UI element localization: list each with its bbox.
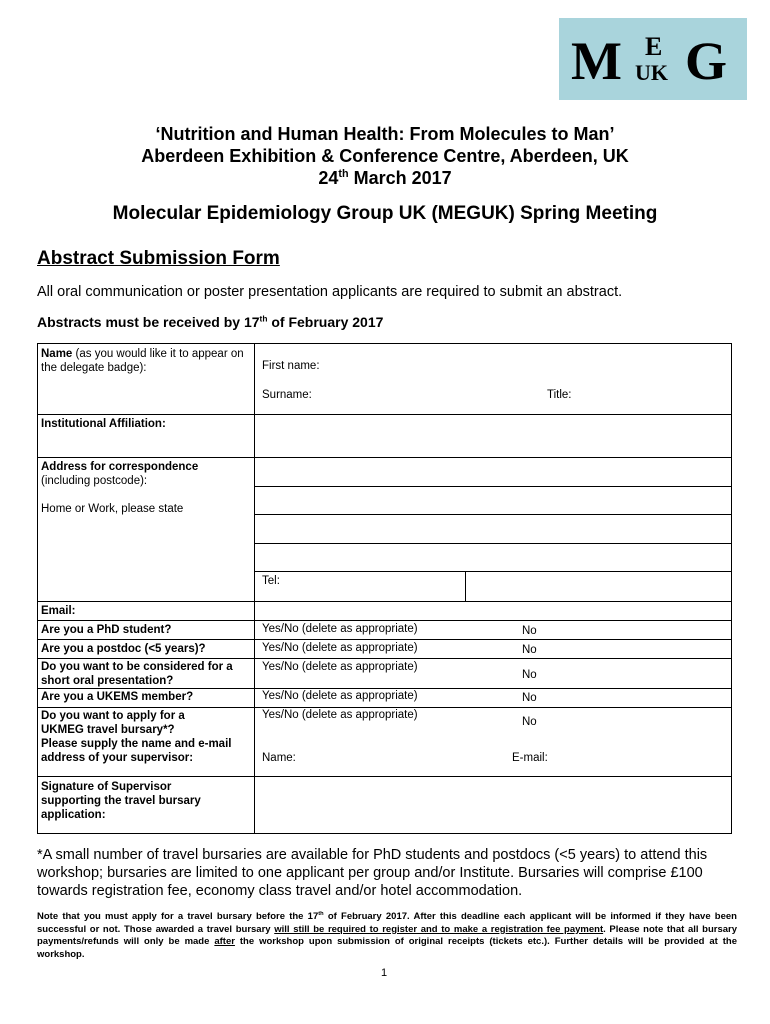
event-date: 24th March 2017 <box>318 168 452 188</box>
logo-letter-m: M <box>571 31 622 91</box>
logo-letters-uk: UK <box>635 60 668 85</box>
event-venue: Aberdeen Exhibition & Conference Centre, Aberdeen, UK <box>141 146 629 166</box>
bursary-footnote: *A small number of travel bursaries are available for PhD students and postdocs (<5 years) to attend this workshop; bursaries are limited to one applicant per group and/or Institute. Bursaries will comprise £100 towards registration fee, economy class travel and/or hotel accommodation. <box>37 847 708 899</box>
event-title: ‘Nutrition and Human Health: From Molecules to Man’ <box>155 124 615 144</box>
ukems-answer[interactable]: Yes/No (delete as appropriate) <box>262 690 418 702</box>
meguk-logo <box>559 18 747 100</box>
oral-no: No <box>522 669 537 681</box>
page-number: 1 <box>381 967 388 979</box>
logo-letter-e: E <box>645 32 663 61</box>
phd-question: Are you a PhD student? <box>41 624 172 636</box>
bursary-no: No <box>522 716 537 728</box>
intro-text: All oral communication or poster presentation applicants are required to submit an abstract. <box>37 284 623 300</box>
signature-label: Signature of Supervisor supporting the travel bursary application: <box>41 781 201 821</box>
form-title: Abstract Submission Form <box>37 248 280 269</box>
meeting-title: Molecular Epidemiology Group UK (MEGUK) Spring Meeting <box>112 203 658 224</box>
name-label: Name (as you would like it to appear on the delegate badge): <box>41 348 244 374</box>
postdoc-no: No <box>522 644 537 656</box>
bursary-question: Do you want to apply for a UKMEG travel bursary*? <box>41 710 185 736</box>
home-work-label: Home or Work, please state <box>41 503 184 515</box>
email-label: Email: <box>41 605 76 617</box>
supervisor-email-field[interactable]: E-mail: <box>512 752 548 764</box>
phd-answer[interactable]: Yes/No (delete as appropriate) <box>262 623 418 635</box>
phd-no: No <box>522 625 537 637</box>
first-name-field[interactable]: First name: <box>262 360 320 372</box>
title-field[interactable]: Title: <box>547 389 572 401</box>
surname-field[interactable]: Surname: <box>262 389 312 401</box>
postdoc-answer[interactable]: Yes/No (delete as appropriate) <box>262 642 418 654</box>
oral-question: Do you want to be considered for a short oral presentation? <box>41 661 233 687</box>
oral-answer[interactable]: Yes/No (delete as appropriate) <box>262 661 418 673</box>
submission-table <box>37 343 732 834</box>
bursary-note: Note that you must apply for a travel bursary before the 17th of February 2017. After this deadline each applicant will be informed if they have been successful or not. Those awarded a travel bursary will still be required to register and to make a registration fee payment. Please note that all bursary payments/refunds will only be made after the workshop upon submission of original receipts (tickets etc.). Further details will be provided at the workshop. <box>37 910 738 960</box>
ukems-question: Are you a UKEMS member? <box>41 691 194 703</box>
supervisor-question: Please supply the name and e-mail address of your supervisor: <box>41 738 232 764</box>
postdoc-question: Are you a postdoc (<5 years)? <box>41 643 206 655</box>
logo-letter-g: G <box>685 31 728 91</box>
tel-field[interactable]: Tel: <box>262 575 280 587</box>
ukems-no: No <box>522 692 537 704</box>
address-sublabel: (including postcode): <box>41 475 148 487</box>
bursary-answer[interactable]: Yes/No (delete as appropriate) <box>262 709 418 721</box>
supervisor-name-field[interactable]: Name: <box>262 752 296 764</box>
deadline-text: Abstracts must be received by 17th of February 2017 <box>37 313 384 330</box>
address-label: Address for correspondence <box>41 461 199 473</box>
affiliation-label: Institutional Affiliation: <box>41 418 166 430</box>
